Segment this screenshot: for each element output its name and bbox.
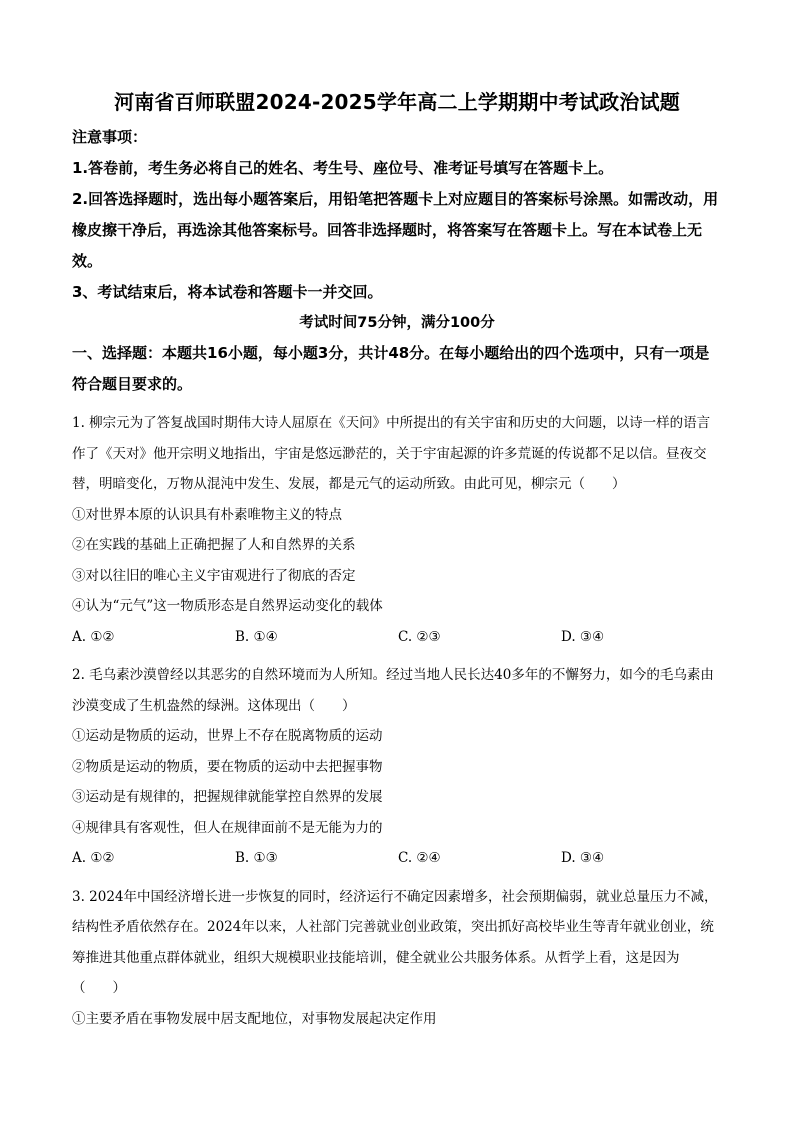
notice-item: 2.回答选择题时，选出每小题答案后，用铅笔把答题卡上对应题目的答案标号涂黑。如需改动，用橡皮擦干净后，再选涂其他答案标号。回答非选择题时，将答案写在答题卡上。写在本试卷上无效。 (72, 190, 719, 270)
notice-heading: 注意事项： (72, 128, 148, 146)
answer-choices (72, 622, 722, 653)
choice-d: D. ③④ (561, 850, 605, 866)
choice-c: C. ②④ (398, 850, 441, 866)
choice-b: B. ①③ (235, 850, 278, 866)
notice-item: 1.答卷前，考生务必将自己的姓名、考生号、座位号、准考证号填写在答题卡上。 (72, 159, 614, 177)
question-option: ④认为“元气”这一物质形态是自然界运动变化的载体 (72, 598, 383, 614)
question-option: ②在实践的基础上正确把握了人和自然界的关系 (72, 537, 356, 553)
notice-item: 3、考试结束后，将本试卷和答题卡一并交回。 (72, 283, 383, 301)
question-option: ③运动是有规律的，把握规律就能掌控自然界的发展 (72, 789, 383, 805)
document-title: 河南省百师联盟2024-2025学年高二上学期期中考试政治试题 (114, 90, 680, 114)
question-1 (72, 408, 722, 652)
choice-c: C. ②③ (398, 628, 441, 645)
question-option: ④规律具有客观性，但人在规律面前不是无能为力的 (72, 819, 383, 836)
question-2 (72, 660, 722, 874)
question-stem: 3. 2024年中国经济增长进一步恢复的同时，经济运行不确定因素增多，社会预期偏弱，就业总量压力不减，结构性矛盾依然存在。2024年以来，人社部门完善就业创业政策，突出抓好高校毕业生等青年就业创业，统筹推进其他重点群体就业，组织大规模职业技能培训，健全就业公共服务体系。从哲学上看，这是因为（ ） (72, 888, 718, 996)
question-option: ③对以往旧的唯心主义宇宙观进行了彻底的否定 (72, 567, 356, 584)
question-stem: 1. 柳宗元为了答复战国时期伟大诗人屈原在《天问》中所提出的有关宇宙和历史的大问题，以诗一样的语言作了《天对》他开宗明义地指出，宇宙是悠远渺茫的，关于宇宙起源的许多荒诞的传说都不足以信。昼夜交替，明暗变化，万物从混沌中发生、发展，都是元气的运动所致。由此可见，柳宗元（ ） (72, 415, 711, 492)
answer-choices (72, 843, 722, 874)
question-option: ②物质是运动的物质，要在物质的运动中去把握事物 (72, 758, 383, 775)
section-heading: 一、选择题：本题共16小题，每小题3分，共计48分。在每小题给出的四个选项中，只有一项是符合题目要求的。 (72, 344, 710, 393)
choice-a: A. ①② (72, 628, 115, 645)
choice-a: A. ①② (72, 850, 115, 866)
exam-meta: 考试时间75分钟，满分100分 (299, 315, 495, 331)
question-stem: 2. 毛乌素沙漠曾经以其恶劣的自然环境而为人所知。经过当地人民长达40多年的不懈努力，如今的毛乌素由沙漠变成了生机盎然的绿洲。这体现出（ ） (72, 667, 714, 714)
question-option: ①对世界本原的认识具有朴素唯物主义的特点 (72, 506, 342, 523)
question-3 (72, 882, 722, 1035)
document-content (72, 88, 722, 1034)
choice-b: B. ①④ (235, 628, 278, 645)
question-option: ①运动是物质的运动，世界上不存在脱离物质的运动 (72, 728, 383, 744)
choice-d: D. ③④ (561, 628, 605, 645)
question-option: ①主要矛盾在事物发展中居支配地位，对事物发展起决定作用 (72, 1010, 437, 1027)
